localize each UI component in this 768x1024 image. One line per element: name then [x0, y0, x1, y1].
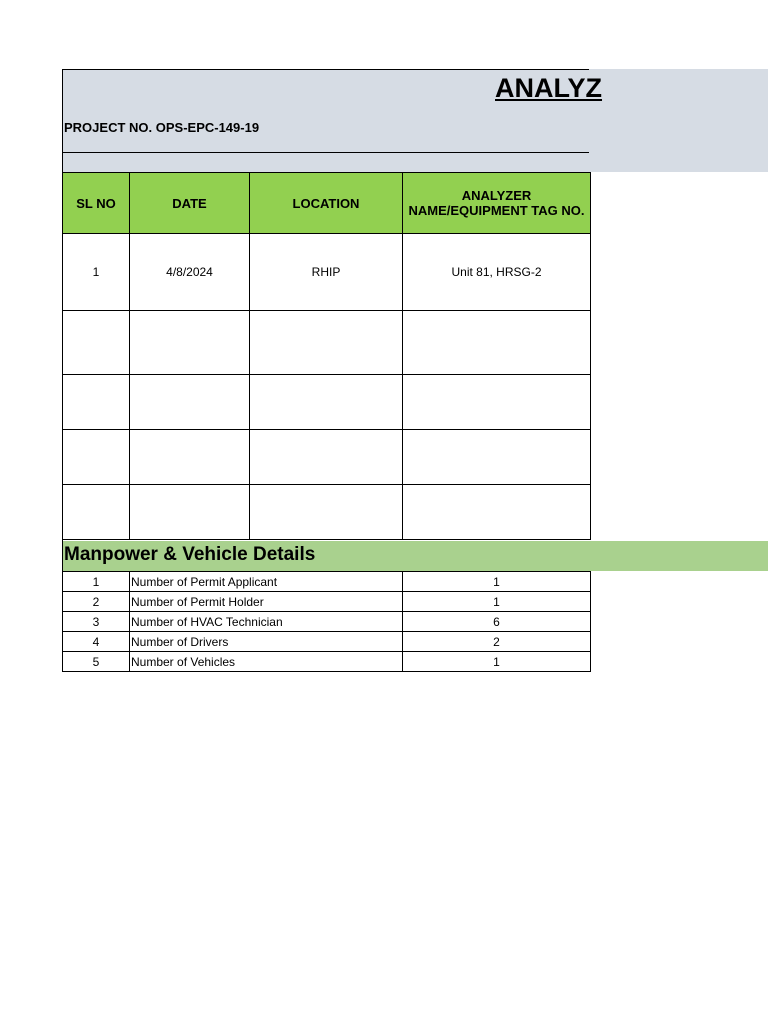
- column-header-date: DATE: [130, 173, 250, 234]
- manpower-no[interactable]: 3: [63, 612, 130, 632]
- manpower-no[interactable]: 2: [63, 592, 130, 612]
- manpower-value[interactable]: 1: [403, 592, 591, 612]
- cell-date[interactable]: [130, 311, 250, 375]
- cell-sl-no[interactable]: [63, 430, 130, 485]
- manpower-row: [63, 632, 591, 652]
- manpower-row: [63, 652, 591, 672]
- cell-date[interactable]: [130, 485, 250, 540]
- table-row: [63, 375, 591, 430]
- manpower-row: [63, 572, 591, 592]
- manpower-label[interactable]: Number of Drivers: [130, 632, 403, 652]
- manpower-value[interactable]: 6: [403, 612, 591, 632]
- manpower-label[interactable]: Number of Permit Applicant: [130, 572, 403, 592]
- manpower-label[interactable]: Number of Permit Holder: [130, 592, 403, 612]
- manpower-no[interactable]: 5: [63, 652, 130, 672]
- cell-sl-no[interactable]: [63, 311, 130, 375]
- section-title-manpower: Manpower & Vehicle Details: [64, 544, 316, 565]
- header-border: [62, 69, 589, 70]
- table-row: [63, 311, 591, 375]
- cell-date[interactable]: [130, 430, 250, 485]
- manpower-table: [62, 571, 591, 672]
- cell-analyzer[interactable]: [403, 311, 591, 375]
- table-row: [63, 485, 591, 540]
- table-header-row: [63, 173, 591, 234]
- cell-sl-no[interactable]: 1: [63, 234, 130, 311]
- cell-sl-no[interactable]: [63, 375, 130, 430]
- cell-sl-no[interactable]: [63, 485, 130, 540]
- cell-analyzer[interactable]: Unit 81, HRSG-2: [403, 234, 591, 311]
- cell-location[interactable]: [250, 375, 403, 430]
- cell-location[interactable]: [250, 430, 403, 485]
- header-divider: [62, 152, 589, 153]
- manpower-value[interactable]: 2: [403, 632, 591, 652]
- cell-analyzer[interactable]: [403, 430, 591, 485]
- column-header-analyzer: ANALYZER NAME/EQUIPMENT TAG NO.: [403, 173, 591, 234]
- manpower-value[interactable]: 1: [403, 652, 591, 672]
- column-header-location: LOCATION: [250, 173, 403, 234]
- cell-date[interactable]: [130, 375, 250, 430]
- table-row: [63, 430, 591, 485]
- document-title: ANALYZ: [495, 73, 603, 103]
- cell-location[interactable]: RHIP: [250, 234, 403, 311]
- cell-analyzer[interactable]: [403, 485, 591, 540]
- manpower-no[interactable]: 1: [63, 572, 130, 592]
- manpower-row: [63, 612, 591, 632]
- cell-location[interactable]: [250, 311, 403, 375]
- cell-date[interactable]: 4/8/2024: [130, 234, 250, 311]
- column-header-sl-no: SL NO: [63, 173, 130, 234]
- analyzer-table: [62, 172, 591, 540]
- table-row: [63, 234, 591, 311]
- manpower-value[interactable]: 1: [403, 572, 591, 592]
- manpower-row: [63, 592, 591, 612]
- project-number: PROJECT NO. OPS-EPC-149-19: [64, 120, 260, 135]
- manpower-label[interactable]: Number of Vehicles: [130, 652, 403, 672]
- manpower-label[interactable]: Number of HVAC Technician: [130, 612, 403, 632]
- section-border: [62, 540, 63, 572]
- header-border: [62, 69, 63, 173]
- cell-analyzer[interactable]: [403, 375, 591, 430]
- cell-location[interactable]: [250, 485, 403, 540]
- manpower-no[interactable]: 4: [63, 632, 130, 652]
